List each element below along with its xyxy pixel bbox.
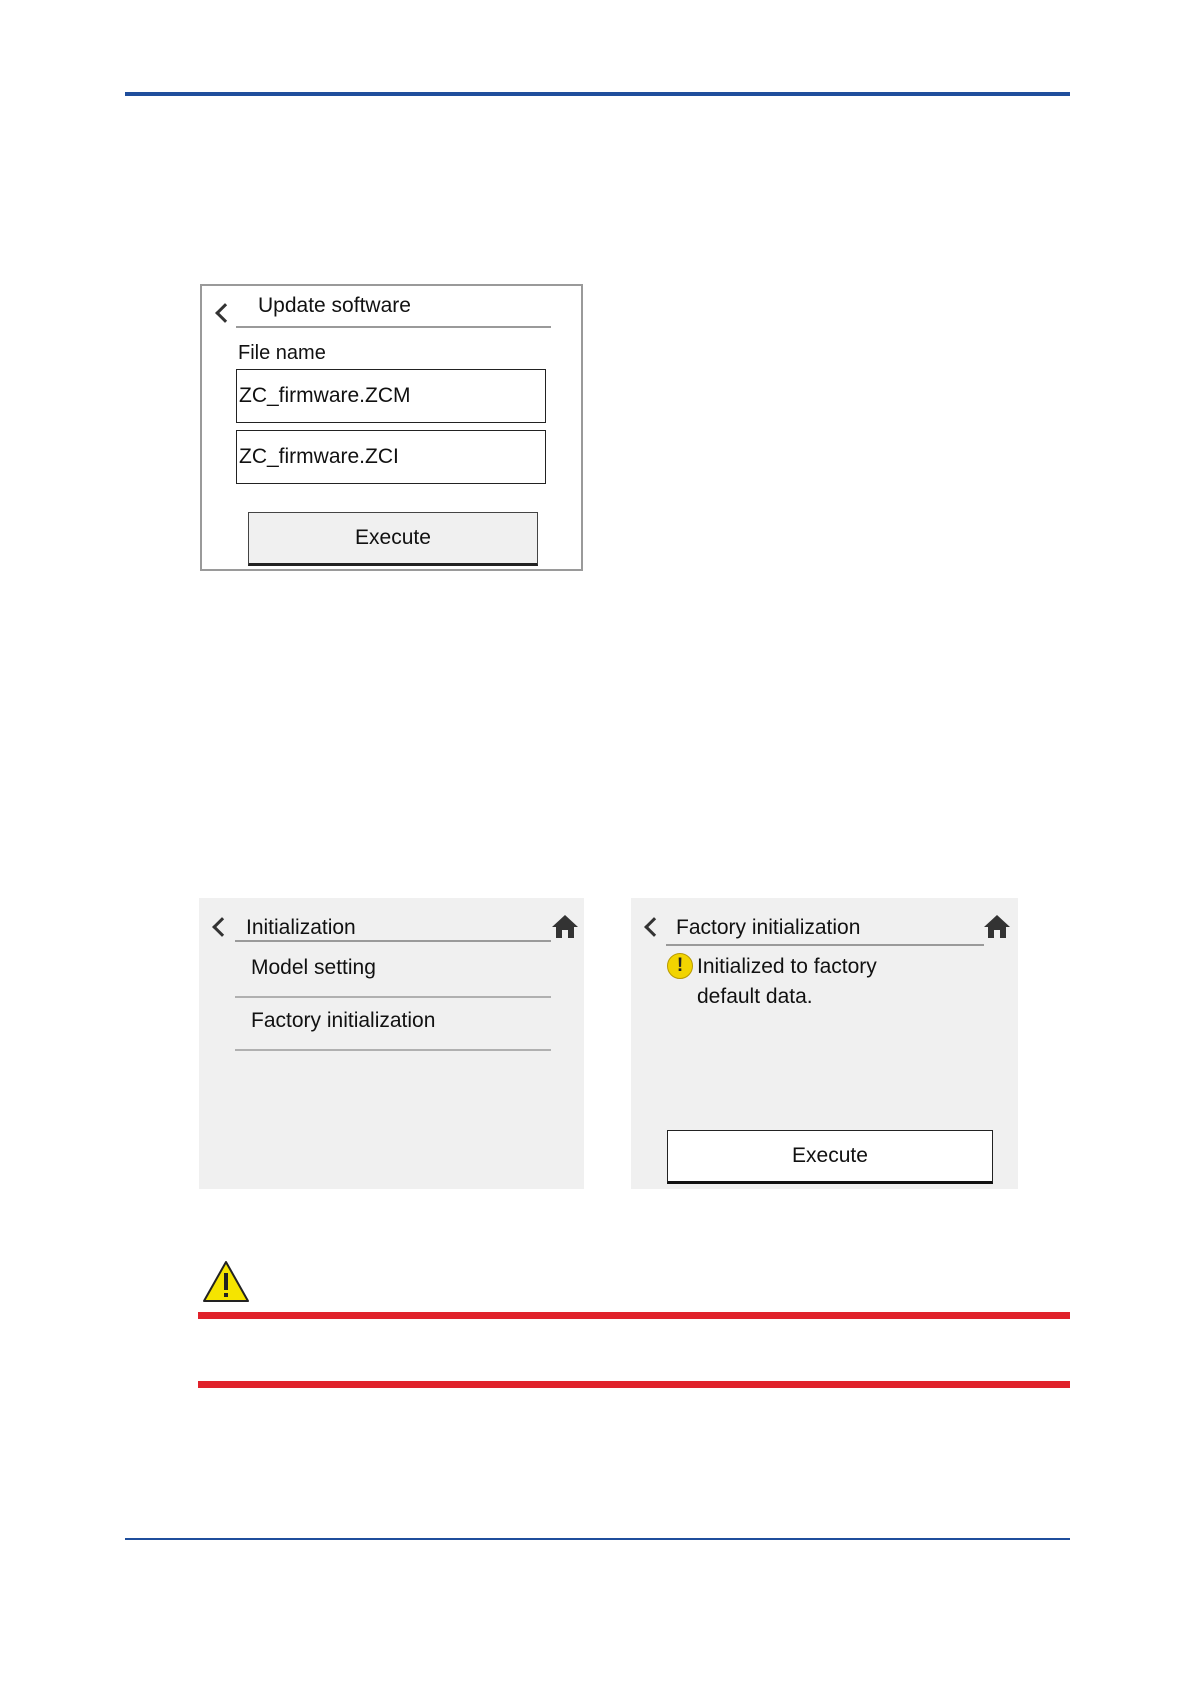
message-line-2: default data. [697, 985, 813, 1008]
message-line-1: Initialized to factory [697, 955, 877, 978]
title-underline [236, 326, 551, 328]
home-icon[interactable] [983, 913, 1011, 939]
screen-title: Initialization [246, 916, 356, 939]
screen-title: Update software [258, 294, 411, 317]
chevron-left-icon[interactable] [212, 917, 232, 937]
initialization-screen [199, 898, 584, 1189]
footer-rule [125, 1538, 1070, 1540]
caution-bar-top [198, 1312, 1070, 1319]
home-icon[interactable] [551, 913, 579, 939]
file-name-field-1[interactable]: ZC_firmware.ZCM [236, 369, 546, 423]
title-underline [666, 944, 984, 946]
factory-initialization-screen [631, 898, 1018, 1189]
chevron-left-icon[interactable] [644, 917, 664, 937]
caution-bar-bottom [198, 1381, 1070, 1388]
caution-triangle-icon [202, 1260, 250, 1303]
menu-item-model-setting[interactable]: Model setting [251, 956, 376, 979]
file-name-label: File name [238, 342, 326, 364]
menu-divider [235, 1049, 551, 1051]
title-underline [235, 940, 551, 942]
file-name-field-2[interactable]: ZC_firmware.ZCI [236, 430, 546, 484]
menu-divider [235, 996, 551, 998]
chevron-left-icon[interactable] [215, 303, 235, 323]
update-software-screen [200, 284, 583, 571]
header-rule [125, 92, 1070, 96]
warning-icon: ! [667, 953, 693, 979]
execute-button[interactable]: Execute [667, 1130, 993, 1184]
execute-button[interactable]: Execute [248, 512, 538, 566]
menu-item-factory-initialization[interactable]: Factory initialization [251, 1009, 436, 1032]
screen-title: Factory initialization [676, 916, 861, 939]
